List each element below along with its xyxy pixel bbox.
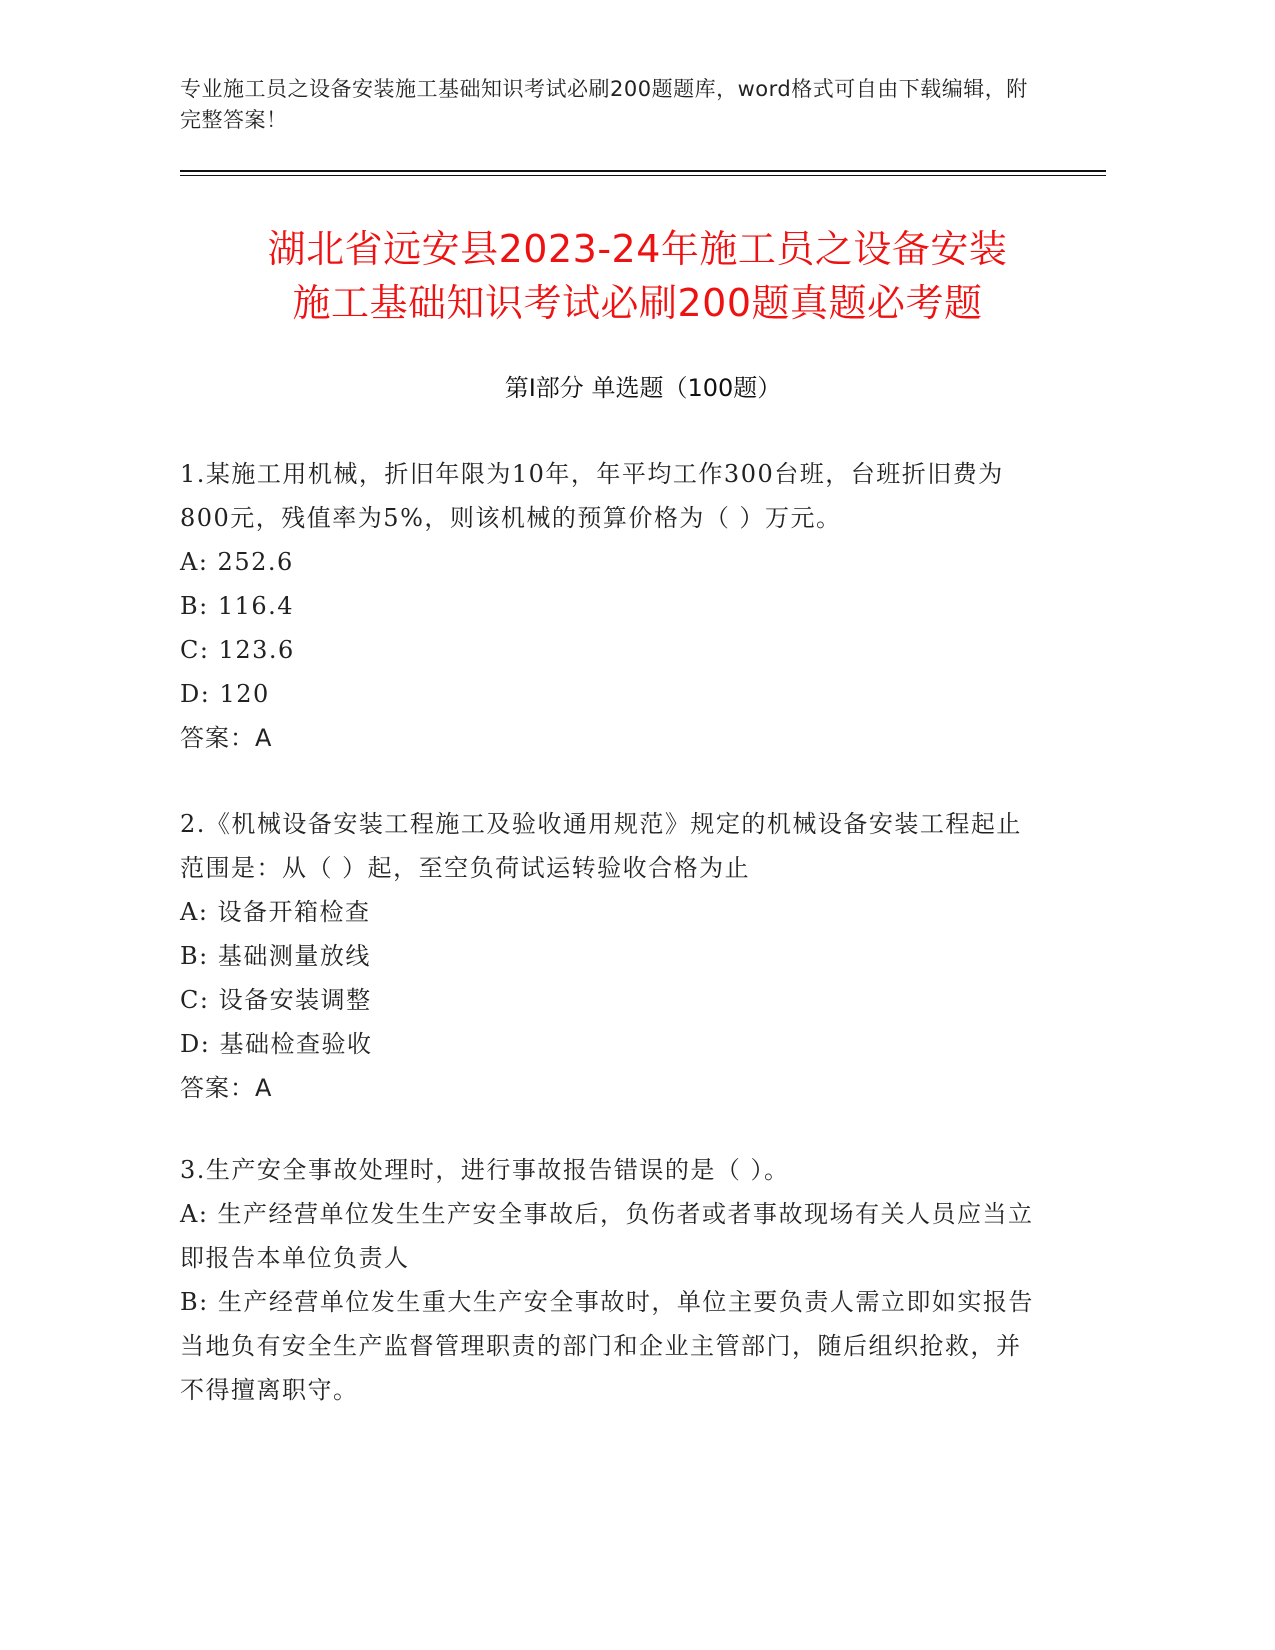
option-c: C: 设备安装调整	[180, 986, 372, 1014]
document-title-line-2: 施工基础知识考试必刷200题真题必考题	[292, 281, 983, 325]
question-1	[180, 452, 1040, 760]
question-stem: 1.某施工用机械，折旧年限为10年，年平均工作300台班，台班折旧费为800元，残值率为5%，则该机械的预算价格为（ ）万元。	[180, 460, 1004, 532]
header-note: 专业施工员之设备安装施工基础知识考试必刷200题题库，word格式可自由下载编辑，附完整答案！	[180, 77, 1028, 132]
document-title	[150, 222, 1125, 330]
question-2	[180, 802, 1040, 1110]
question-stem: 2.《机械设备安装工程施工及验收通用规范》规定的机械设备安装工程起止范围是：从（ ）起，至空负荷试运转验收合格为止	[180, 810, 1022, 882]
answer: 答案：A	[180, 1074, 273, 1102]
question-stem: 3.生产安全事故处理时，进行事故报告错误的是（ ）。	[180, 1156, 790, 1184]
option-b: B: 116.4	[180, 592, 295, 620]
option-a: A: 生产经营单位发生生产安全事故后，负伤者或者事故现场有关人员应当立即报告本单位负责人	[180, 1200, 1034, 1272]
option-b: B: 基础测量放线	[180, 942, 371, 970]
option-c: C: 123.6	[180, 636, 295, 664]
answer: 答案：A	[180, 724, 273, 752]
option-b: B: 生产经营单位发生重大生产安全事故时，单位主要负责人需立即如实报告当地负有安全生产监督管理职责的部门和企业主管部门，随后组织抢救，并不得擅离职守。	[180, 1288, 1034, 1404]
question-3	[180, 1148, 1040, 1412]
option-d: D: 基础检查验收	[180, 1030, 373, 1058]
option-a: A: 252.6	[180, 548, 294, 576]
header-divider	[180, 170, 1106, 172]
option-a: A: 设备开箱检查	[180, 898, 371, 926]
option-d: D: 120	[180, 680, 270, 708]
section-title: 第Ⅰ部分 单选题（100题）	[504, 374, 782, 402]
header-divider-thin	[180, 175, 1106, 176]
document-title-line-1: 湖北省远安县2023-24年施工员之设备安装	[267, 227, 1008, 271]
